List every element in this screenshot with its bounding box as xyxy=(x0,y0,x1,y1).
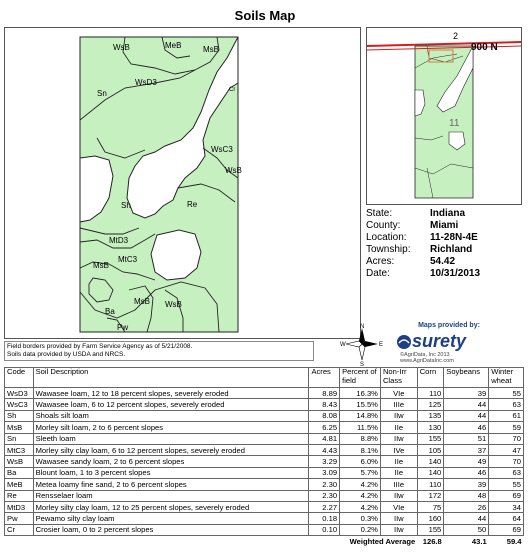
table-row xyxy=(5,501,524,512)
table-cell: IIIe xyxy=(380,399,417,410)
table-cell: Sleeth loam xyxy=(33,433,309,444)
table-cell: Morley silt loam, 2 to 6 percent slopes xyxy=(33,422,309,433)
table-cell: 6.0% xyxy=(340,456,381,467)
page-title: Soils Map xyxy=(234,8,296,23)
location-label: Location: xyxy=(366,232,407,243)
map-label: MeB xyxy=(165,41,182,50)
col-class: Non-Irr Class xyxy=(380,368,417,388)
table-row xyxy=(5,444,524,455)
table-cell: 55 xyxy=(489,388,524,399)
table-row xyxy=(5,410,524,421)
table-cell: 51 xyxy=(444,433,489,444)
table-row xyxy=(5,490,524,501)
table-cell: 2.27 xyxy=(309,501,340,512)
table-cell: 69 xyxy=(489,524,524,535)
table-cell: 39 xyxy=(444,479,489,490)
map-label: WsB xyxy=(113,43,130,52)
table-cell: 4.43 xyxy=(309,444,340,455)
map-label: MsB xyxy=(93,261,109,270)
table-cell: 63 xyxy=(489,399,524,410)
table-cell: 105 xyxy=(417,444,444,455)
table-cell: 4.81 xyxy=(309,433,340,444)
source-notes xyxy=(4,341,314,361)
table-cell: Ba xyxy=(5,467,34,478)
table-cell: 0.3% xyxy=(340,513,381,524)
table-row xyxy=(5,399,524,410)
township-value: Richland xyxy=(430,244,473,255)
table-cell: IIIe xyxy=(380,479,417,490)
table-header-row xyxy=(5,368,524,388)
table-cell: 2.30 xyxy=(309,479,340,490)
map-label: WsC3 xyxy=(211,145,233,154)
table-cell: Metea loamy fine sand, 2 to 6 percent slopes xyxy=(33,479,309,490)
weighted-average-label: Weighted Average xyxy=(349,537,416,547)
table-cell: IIw xyxy=(380,513,417,524)
map-label: MsB xyxy=(203,45,219,54)
map-label: WsD3 xyxy=(135,78,157,87)
col-corn: Corn xyxy=(417,368,444,388)
table-cell: Rensselaer loam xyxy=(33,490,309,501)
table-cell: 44 xyxy=(444,399,489,410)
table-cell: 44 xyxy=(444,410,489,421)
table-cell: 49 xyxy=(444,456,489,467)
soils-map[interactable] xyxy=(4,27,361,339)
map-label: Ba xyxy=(105,307,115,316)
table-cell: 8.1% xyxy=(340,444,381,455)
map-label: MsB xyxy=(134,297,150,306)
table-cell: 64 xyxy=(489,513,524,524)
table-cell: 46 xyxy=(444,422,489,433)
compass-s: S xyxy=(360,362,365,366)
table-cell: WsD3 xyxy=(5,388,34,399)
table-cell: IIe xyxy=(380,456,417,467)
table-cell: MeB xyxy=(5,479,34,490)
table-cell: Morley silty clay loam, 12 to 25 percent slopes, severely eroded xyxy=(33,501,309,512)
table-cell: Wawasee sandy loam, 2 to 6 percent slopes xyxy=(33,456,309,467)
table-cell: 135 xyxy=(417,410,444,421)
table-cell: 11.5% xyxy=(340,422,381,433)
state-label: State: xyxy=(366,208,393,219)
table-cell: Pewamo silty clay loam xyxy=(33,513,309,524)
map-label: WsB xyxy=(165,300,182,309)
table-cell: VIe xyxy=(380,388,417,399)
table-row xyxy=(5,433,524,444)
acres-value: 54.42 xyxy=(430,256,456,267)
copyright-line: ©AgriData, Inc 2013 xyxy=(400,352,450,358)
table-cell: 34 xyxy=(489,501,524,512)
table-cell: WsC3 xyxy=(5,399,34,410)
table-cell: IIw xyxy=(380,490,417,501)
table-cell: 2.30 xyxy=(309,490,340,501)
table-cell: 4.2% xyxy=(340,490,381,501)
table-cell: 14.8% xyxy=(340,410,381,421)
county-value: Miami xyxy=(430,220,459,231)
table-cell: 125 xyxy=(417,399,444,410)
table-cell: IIe xyxy=(380,467,417,478)
weighted-corn: 126.8 xyxy=(422,537,442,547)
table-cell: 61 xyxy=(489,410,524,421)
table-cell: WsB xyxy=(5,456,34,467)
table-cell: Crosier loam, 0 to 2 percent slopes xyxy=(33,524,309,535)
map-label: Re xyxy=(187,200,198,209)
field-info xyxy=(366,208,522,280)
table-cell: 5.7% xyxy=(340,467,381,478)
weighted-wheat: 59.4 xyxy=(506,537,522,547)
soils-table xyxy=(4,367,524,547)
table-cell: 48 xyxy=(444,490,489,501)
map-label: MtC3 xyxy=(118,255,138,264)
map-label: Sn xyxy=(97,89,107,98)
compass-e: E xyxy=(379,342,384,348)
table-cell: MsB xyxy=(5,422,34,433)
table-cell: 0.18 xyxy=(309,513,340,524)
county-label: County: xyxy=(366,220,401,231)
table-cell: IIe xyxy=(380,422,417,433)
table-row xyxy=(5,513,524,524)
col-percent: Percent of field xyxy=(340,368,381,388)
provider-brand: surety xyxy=(412,331,467,351)
weighted-soybeans: 43.1 xyxy=(471,537,487,547)
table-cell: 59 xyxy=(489,422,524,433)
table-cell: 39 xyxy=(444,388,489,399)
acres-label: Acres: xyxy=(366,256,395,267)
table-cell: VIe xyxy=(380,501,417,512)
note-line: Field borders provided by Farm Service Agency as of 5/21/2008. xyxy=(7,343,193,350)
table-row xyxy=(5,479,524,490)
table-row xyxy=(5,456,524,467)
map-label: Sh xyxy=(121,201,131,210)
table-cell: 0.2% xyxy=(340,524,381,535)
table-cell: 8.8% xyxy=(340,433,381,444)
table-cell: 55 xyxy=(489,479,524,490)
compass-rose-icon xyxy=(340,322,384,366)
table-cell: IIw xyxy=(380,433,417,444)
surety-logo-icon xyxy=(396,334,412,350)
col-acres: Acres xyxy=(309,368,340,388)
col-wheat: Winter wheat xyxy=(489,368,524,388)
section-number-label: 11 xyxy=(449,118,460,129)
table-row xyxy=(5,467,524,478)
table-cell: Wawasee loam, 6 to 12 percent slopes, severely eroded xyxy=(33,399,309,410)
table-cell: 160 xyxy=(417,513,444,524)
table-cell: Pw xyxy=(5,513,34,524)
table-cell: 37 xyxy=(444,444,489,455)
table-cell: Morley silty clay loam, 6 to 12 percent slopes, severely eroded xyxy=(33,444,309,455)
table-cell: 44 xyxy=(444,513,489,524)
col-soybeans: Soybeans xyxy=(444,368,489,388)
table-cell: Sn xyxy=(5,433,34,444)
table-cell: 26 xyxy=(444,501,489,512)
table-cell: 69 xyxy=(489,490,524,501)
table-cell: 110 xyxy=(417,388,444,399)
provider-logo xyxy=(394,322,504,370)
road-label: 900 N xyxy=(471,42,498,53)
table-cell: 70 xyxy=(489,456,524,467)
township-label: Township: xyxy=(366,244,411,255)
date-value: 10/31/2013 xyxy=(430,268,481,279)
state-value: Indiana xyxy=(430,208,466,219)
table-row xyxy=(5,524,524,535)
table-cell: 110 xyxy=(417,479,444,490)
table-cell: IIw xyxy=(380,410,417,421)
table-cell: 46 xyxy=(444,467,489,478)
table-cell: 47 xyxy=(489,444,524,455)
table-row xyxy=(5,422,524,433)
table-cell: 140 xyxy=(417,456,444,467)
table-cell: 130 xyxy=(417,422,444,433)
table-cell: Blount loam, 1 to 3 percent slopes xyxy=(33,467,309,478)
map-label: Cr xyxy=(229,87,236,93)
provided-by-label: Maps provided by: xyxy=(418,322,480,329)
table-cell: IVe xyxy=(380,444,417,455)
table-cell: 155 xyxy=(417,524,444,535)
table-cell: 70 xyxy=(489,433,524,444)
table-cell: 8.43 xyxy=(309,399,340,410)
table-cell: Shoals silt loam xyxy=(33,410,309,421)
provider-copyright xyxy=(400,352,454,364)
table-cell: 15.5% xyxy=(340,399,381,410)
table-cell: MtD3 xyxy=(5,501,34,512)
table-cell: Sh xyxy=(5,410,34,421)
table-cell: 75 xyxy=(417,501,444,512)
table-cell: 140 xyxy=(417,467,444,478)
table-cell: Cr xyxy=(5,524,34,535)
compass-n: N xyxy=(360,324,365,330)
table-cell: MtC3 xyxy=(5,444,34,455)
table-cell: 4.2% xyxy=(340,479,381,490)
date-label: Date: xyxy=(366,268,390,279)
table-cell: 63 xyxy=(489,467,524,478)
col-code: Code xyxy=(5,368,34,388)
table-cell: Re xyxy=(5,490,34,501)
table-cell: 8.08 xyxy=(309,410,340,421)
table-row xyxy=(5,388,524,399)
table-cell: 0.10 xyxy=(309,524,340,535)
table-cell: 4.2% xyxy=(340,501,381,512)
table-cell: 3.29 xyxy=(309,456,340,467)
table-cell: 155 xyxy=(417,433,444,444)
table-cell: IIw xyxy=(380,524,417,535)
note-line: Soils data provided by USDA and NRCS. xyxy=(7,351,126,358)
locator-map[interactable] xyxy=(366,27,522,205)
table-cell: 6.25 xyxy=(309,422,340,433)
map-label: WsB xyxy=(225,166,242,175)
table-cell: 50 xyxy=(444,524,489,535)
section-number-label: 2 xyxy=(453,31,459,41)
table-cell: 3.09 xyxy=(309,467,340,478)
table-cell: Wawasee loam, 12 to 18 percent slopes, severely eroded xyxy=(33,388,309,399)
table-cell: 16.3% xyxy=(340,388,381,399)
table-cell: 8.89 xyxy=(309,388,340,399)
website-line: www.AgriDataInc.com xyxy=(400,358,454,364)
weighted-average-row xyxy=(5,536,524,547)
map-label: Pw xyxy=(117,323,129,332)
location-value: 11-28N-4E xyxy=(430,232,478,243)
map-label: MtD3 xyxy=(109,236,129,245)
compass-w: W xyxy=(340,342,346,348)
table-cell: 172 xyxy=(417,490,444,501)
col-description: Soil Description xyxy=(33,368,309,388)
